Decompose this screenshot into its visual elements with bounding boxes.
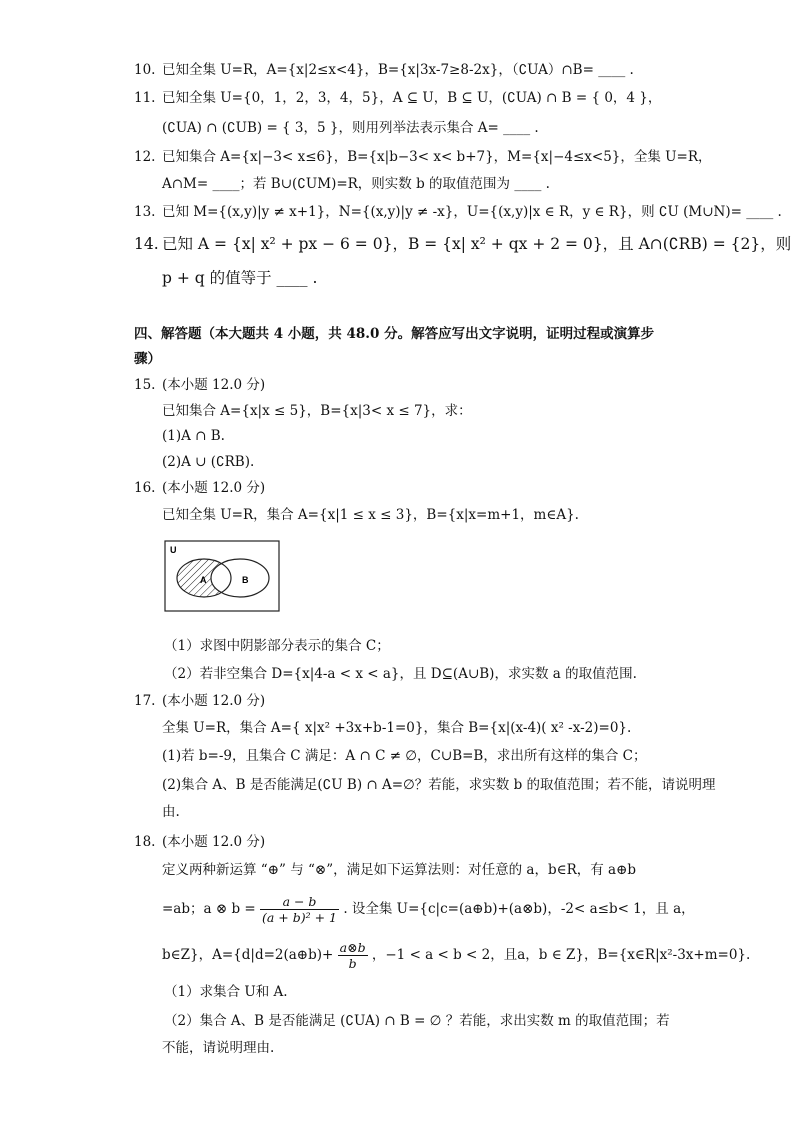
- sub-question-1: （1）求图中阴影部分表示的集合 C；: [164, 638, 390, 654]
- problem-score: (本小题 12.0 分): [162, 834, 266, 850]
- problem-number: 15.: [134, 377, 156, 393]
- problem-text: A∩M= ____；若 B∪(∁UM)=R，则实数 b 的取值范围为 ____ .: [162, 176, 550, 192]
- sub-question-1: (1)A ∩ B.: [162, 428, 225, 444]
- stem-text: =ab；a ⊗ b =: [162, 901, 256, 917]
- section-heading-cont: 骤）: [134, 351, 161, 367]
- fraction-d: [338, 940, 368, 971]
- problem-text: (∁UA) ∩ (∁UB) = { 3，5 }，则用列举法表示集合 A= ____ .: [162, 120, 539, 136]
- problem-number: 13.: [134, 204, 156, 220]
- sub-question-2: （2）集合 A、B 是否能满足 (∁UA) ∩ B = ∅ ？若能，求出实数 m 的取值范围；若: [164, 1013, 670, 1029]
- stem-text: . 设全集 U={c|c=(a⊕b)+(a⊗b)，-2< a≤b< 1，且 a，: [343, 901, 695, 917]
- problem-stem: 已知全集 U=R，集合 A={x|1 ≤ x ≤ 3}，B={x|x=m+1，m∈A}.: [162, 507, 579, 523]
- sub-question-1: (1)若 b=-9，且集合 C 满足：A ∩ C ≠ ∅，C∪B=B，求出所有这样的集合 C；: [162, 748, 647, 764]
- problem-stem: 已知集合 A={x|x ≤ 5}，B={x|3< x ≤ 7}，求：: [162, 403, 472, 419]
- fraction-denominator: b: [348, 956, 357, 971]
- problem-text: 已知 M={(x,y)|y ≠ x+1}，N={(x,y)|y ≠ -x}，U={(x,y)|x ∈ R，y ∈ R}，则 ∁U (M∪N)= ____ .: [162, 204, 782, 220]
- section-heading: 四、解答题（本大题共 4 小题，共 48.0 分。解答应写出文字说明，证明过程或演算步: [134, 326, 655, 342]
- problem-text: p + q 的值等于 ____ .: [162, 269, 318, 287]
- venn-diagram: [164, 540, 280, 612]
- problem-stem-line3: [162, 938, 750, 974]
- venn-label-b: B: [242, 575, 249, 585]
- stem-text: ，−1 < a < b < 2，且a，b ∈ Z}，B={x∈R|x²-3x+m=0}.: [371, 947, 751, 963]
- fraction-numerator: a − b: [260, 894, 339, 910]
- problem-score: (本小题 12.0 分): [162, 377, 266, 393]
- problem-text: 已知全集 U=R，A={x|2≤x<4}，B={x|3x-7≥8-2x}，（∁UA）∩B= ____ .: [162, 62, 634, 78]
- sub-question-2-cont: 由.: [162, 804, 180, 820]
- sub-question-2: （2）若非空集合 D={x|4-a < x < a}，且 D⊆(A∪B)，求实数 a 的取值范围.: [164, 666, 637, 682]
- problem-text: 已知 A = {x| x² + px − 6 = 0}，B = {x| x² + qx + 2 = 0}，且 A∩(∁RB) = {2}，则: [162, 235, 792, 253]
- problem-stem-line2: [162, 892, 695, 928]
- sub-question-2: (2)集合 A、B 是否能满足(∁U B) ∩ A=∅？若能，求实数 b 的取值范围；若不能，请说明理: [162, 777, 716, 793]
- fraction-denominator: (a + b)² + 1: [262, 910, 338, 925]
- sub-question-2-cont: 不能，请说明理由.: [162, 1040, 275, 1056]
- venn-label-a: A: [200, 575, 207, 585]
- problem-number: 12.: [134, 149, 156, 165]
- problem-text: 已知全集 U={0，1，2，3，4，5}，A ⊆ U，B ⊆ U，(∁UA) ∩ B = { 0，4 }，: [162, 90, 662, 106]
- sub-question-1: （1）求集合 U和 A.: [164, 984, 288, 1000]
- problem-number: 16.: [134, 480, 156, 496]
- problem-number: 17.: [134, 693, 156, 709]
- problem-score: (本小题 12.0 分): [162, 480, 266, 496]
- problem-number: 18.: [134, 834, 156, 850]
- problem-text: 已知集合 A={x|−3< x≤6}，B={x|b−3< x< b+7}，M={x|−4≤x<5}，全集 U=R，: [162, 149, 712, 165]
- venn-label-u: U: [170, 545, 177, 555]
- problem-number: 10.: [134, 62, 156, 78]
- problem-stem: 全集 U=R，集合 A={ x|x² +3x+b-1=0}，集合 B={x|(x-4)( x² -x-2)=0}.: [162, 720, 632, 736]
- stem-text: b∈Z}，A={d|d=2(a⊕b)+: [162, 947, 334, 963]
- problem-number: 11.: [134, 90, 156, 106]
- problem-score: (本小题 12.0 分): [162, 693, 266, 709]
- problem-stem: 定义两种新运算 “⊕” 与 “⊗”，满足如下运算法则：对任意的 a，b∈R，有 a⊕b: [162, 862, 637, 878]
- sub-question-2: (2)A ∪ (∁RB).: [162, 454, 255, 470]
- fraction-a-otimes-b: [260, 894, 339, 925]
- problem-number: 14.: [134, 235, 159, 253]
- fraction-numerator: a⊗b: [339, 940, 366, 955]
